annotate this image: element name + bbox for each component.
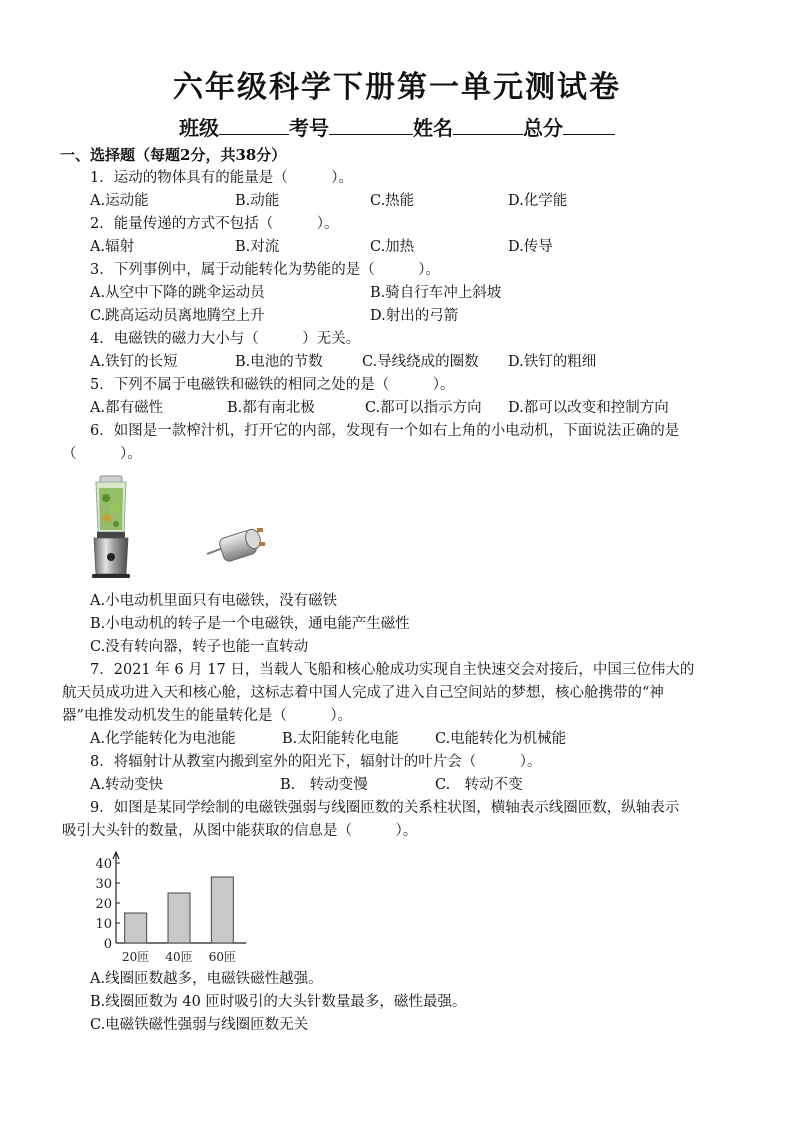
option-b[interactable]: B.电池的节数 bbox=[235, 354, 323, 370]
option-d[interactable]: D.射出的弓箭 bbox=[370, 308, 459, 324]
bar bbox=[168, 893, 190, 943]
question-7-options bbox=[90, 729, 750, 749]
y-tick-label: 20 bbox=[95, 897, 112, 912]
class-label: 班级 bbox=[179, 116, 219, 140]
option-a[interactable]: A.转动变快 bbox=[90, 777, 164, 793]
question-4-stem: 4．电磁铁的磁力大小与（ ）无关。 bbox=[90, 331, 361, 347]
section-heading: 一、选择题（每题2分，共38分） bbox=[60, 146, 287, 164]
question-9-stem-line2: 吸引大头针的数量，从图中能获取的信息是（ ）。 bbox=[62, 823, 418, 839]
option-a[interactable]: A.铁钉的长短 bbox=[90, 354, 178, 370]
option-b[interactable]: B.太阳能转化电能 bbox=[282, 731, 399, 747]
coil-turns-bar-chart bbox=[84, 850, 254, 968]
question-6-stem-line1: 6．如图是一款榨汁机，打开它的内部，发现有一个如右上角的小电动机，下面说法正确的是 bbox=[90, 423, 680, 439]
option-a[interactable]: A.化学能转化为电池能 bbox=[90, 731, 236, 747]
option-a[interactable]: A.辐射 bbox=[90, 239, 135, 255]
name-blank[interactable] bbox=[453, 116, 523, 135]
question-3-options-row1 bbox=[90, 283, 750, 303]
total-label: 总分 bbox=[523, 116, 563, 140]
option-a[interactable]: A.运动能 bbox=[90, 193, 149, 209]
bar bbox=[211, 877, 233, 943]
y-tick-label: 10 bbox=[95, 917, 112, 932]
x-tick-label: 20匝 bbox=[122, 950, 150, 964]
question-3-options-row2 bbox=[90, 306, 750, 326]
question-6-option-a[interactable]: A.小电动机里面只有电磁铁，没有磁铁 bbox=[90, 593, 338, 609]
question-1-stem: 1．运动的物体具有的能量是（ ）。 bbox=[90, 170, 353, 186]
question-9-option-c[interactable]: C.电磁铁磁性强弱与线圈匝数无关 bbox=[90, 1017, 309, 1033]
question-9-option-b[interactable]: B.线圈匝数为 40 匝时吸引的大头针数量最多，磁性最强。 bbox=[90, 994, 467, 1010]
question-2-stem: 2．能量传递的方式不包括（ ）。 bbox=[90, 216, 339, 232]
option-d[interactable]: D.都可以改变和控制方向 bbox=[508, 400, 669, 416]
option-c[interactable]: C.导线绕成的圈数 bbox=[362, 354, 479, 370]
juicer-image bbox=[86, 474, 136, 580]
header-fields bbox=[0, 112, 794, 141]
exam-no-label: 考号 bbox=[289, 116, 329, 140]
question-1-options bbox=[90, 191, 750, 211]
question-6-stem-line2: （ ）。 bbox=[62, 446, 142, 462]
question-6-option-b[interactable]: B.小电动机的转子是一个电磁铁，通电能产生磁性 bbox=[90, 616, 410, 632]
question-7-stem-line3: 器”电推发动机发生的能量转化是（ ）。 bbox=[62, 708, 353, 724]
option-c[interactable]: C. 转动不变 bbox=[435, 777, 523, 793]
question-9-stem-line1: 9．如图是某同学绘制的电磁铁强弱与线圈匝数的关系柱状图，横轴表示线圈匝数，纵轴表示 bbox=[90, 800, 680, 816]
bar bbox=[125, 913, 147, 943]
option-b[interactable]: B. 转动变慢 bbox=[280, 777, 368, 793]
question-2-options bbox=[90, 237, 750, 257]
page-title: 六年级科学下册第一单元测试卷 bbox=[173, 70, 621, 105]
question-3-stem: 3．下列事例中，属于动能转化为势能的是（ ）。 bbox=[90, 262, 440, 278]
y-tick-label: 30 bbox=[95, 877, 112, 892]
question-5-options bbox=[90, 398, 750, 418]
option-c[interactable]: C.都可以指示方向 bbox=[365, 400, 482, 416]
name-label: 姓名 bbox=[413, 116, 453, 140]
question-6-option-c[interactable]: C.没有转向器，转子也能一直转动 bbox=[90, 639, 309, 655]
question-7-stem-line2: 航天员成功进入天和核心舱，这标志着中国人完成了进入自己空间站的梦想，核心舱携带的“神 bbox=[62, 685, 664, 701]
question-8-stem: 8．将辐射计从教室内搬到室外的阳光下，辐射计的叶片会（ ）。 bbox=[90, 754, 542, 770]
option-c[interactable]: C.跳高运动员离地腾空上升 bbox=[90, 308, 265, 324]
option-a[interactable]: A.从空中下降的跳伞运动员 bbox=[90, 285, 265, 301]
option-c[interactable]: C.电能转化为机械能 bbox=[435, 731, 567, 747]
option-b[interactable]: B.动能 bbox=[235, 193, 280, 209]
motor-image bbox=[205, 520, 271, 566]
total-blank[interactable] bbox=[563, 116, 615, 135]
option-d[interactable]: D.传导 bbox=[508, 239, 553, 255]
x-tick-label: 40匝 bbox=[165, 950, 193, 964]
option-c[interactable]: C.热能 bbox=[370, 193, 415, 209]
option-d[interactable]: D.化学能 bbox=[508, 193, 568, 209]
y-tick-label: 40 bbox=[95, 857, 112, 872]
option-b[interactable]: B.都有南北极 bbox=[227, 400, 315, 416]
exam-no-blank[interactable] bbox=[329, 116, 413, 135]
class-blank[interactable] bbox=[219, 116, 289, 135]
question-5-stem: 5．下列不属于电磁铁和磁铁的相同之处的是（ ）。 bbox=[90, 377, 455, 393]
x-tick-label: 60匝 bbox=[208, 950, 236, 964]
option-d[interactable]: D.铁钉的粗细 bbox=[508, 354, 597, 370]
option-b[interactable]: B.骑自行车冲上斜坡 bbox=[370, 285, 502, 301]
question-4-options bbox=[90, 352, 750, 372]
option-c[interactable]: C.加热 bbox=[370, 239, 415, 255]
question-8-options bbox=[90, 775, 750, 795]
question-9-option-a[interactable]: A.线圈匝数越多，电磁铁磁性越强。 bbox=[90, 971, 323, 987]
question-7-stem-line1: 7．2021 年 6 月 17 日，当载人飞船和核心舱成功实现自主快速交会对接后，中国三位伟大的 bbox=[90, 662, 695, 678]
y-tick-label: 0 bbox=[103, 937, 112, 952]
option-a[interactable]: A.都有磁性 bbox=[90, 400, 164, 416]
option-b[interactable]: B.对流 bbox=[235, 239, 280, 255]
